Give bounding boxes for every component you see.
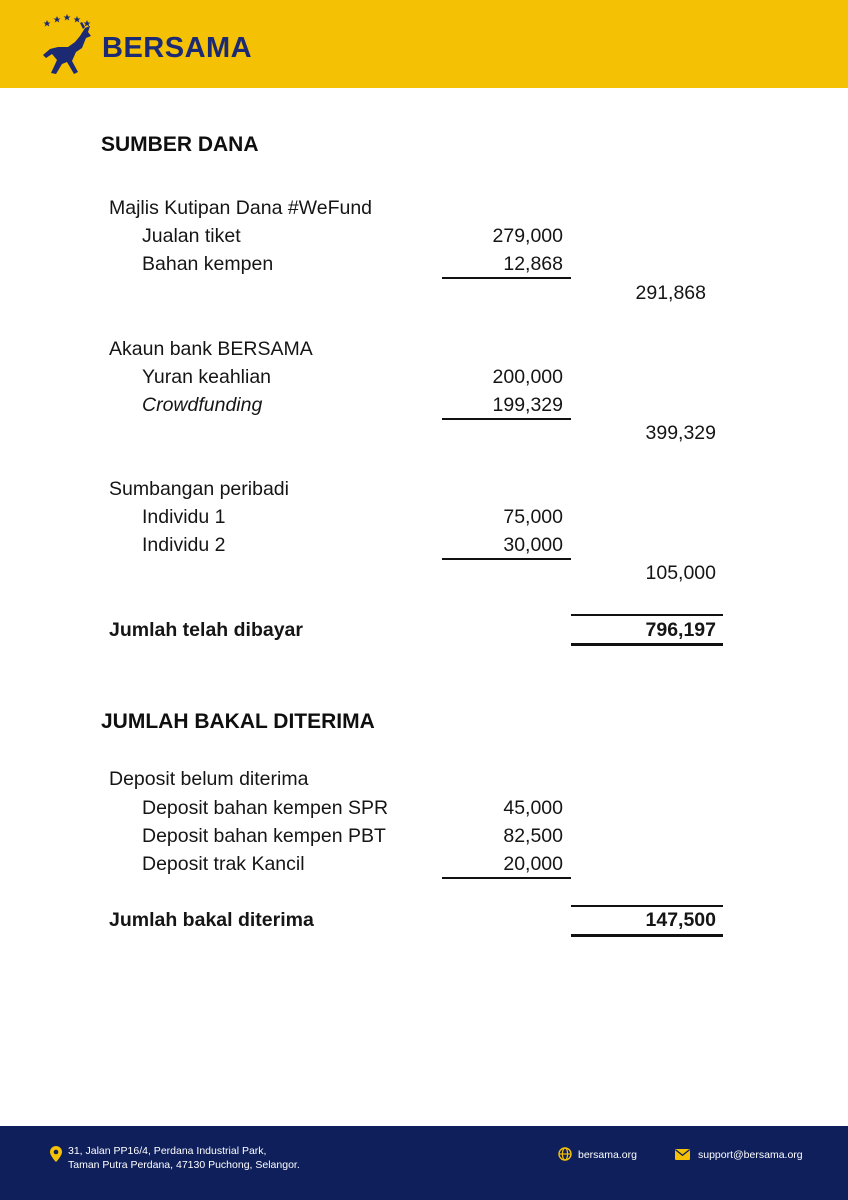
globe-icon [558, 1147, 572, 1161]
group-label: Majlis Kutipan Dana #WeFund [109, 197, 373, 219]
line-item-value: 200,000 [492, 366, 563, 388]
line-item-label: Jualan tiket [142, 225, 241, 247]
location-pin-icon [50, 1146, 62, 1162]
subtotal-rule [442, 558, 571, 560]
line-item-label: Deposit bahan kempen SPR [142, 797, 389, 819]
page-header [0, 0, 848, 88]
line-item-value: 199,329 [492, 394, 563, 416]
footer-address-line2: Taman Putra Perdana, 47130 Puchong, Selangor. [68, 1159, 300, 1171]
line-item-value: 82,500 [503, 825, 563, 847]
line-item-label: Yuran keahlian [142, 366, 272, 388]
line-item-value: 279,000 [492, 225, 563, 247]
line-item-label: Individu 2 [142, 534, 226, 556]
envelope-icon [675, 1149, 690, 1160]
page-footer [0, 1126, 848, 1200]
total-rule-top [571, 614, 723, 616]
line-item-value: 45,000 [503, 797, 563, 819]
section-title-sumber-dana: SUMBER DANA [101, 133, 259, 156]
subtotal-rule [442, 877, 571, 879]
line-item-value: 20,000 [503, 853, 563, 875]
brand-name: BERSAMA [102, 32, 253, 64]
total-paid-label: Jumlah telah dibayar [109, 619, 303, 641]
total-rule-bottom [571, 643, 723, 646]
subtotal-rule [442, 277, 571, 279]
line-item-label: Individu 1 [142, 506, 226, 528]
group-label: Akaun bank BERSAMA [109, 338, 313, 360]
line-item-value: 75,000 [503, 506, 563, 528]
section-title-bakal-diterima: JUMLAH BAKAL DITERIMA [101, 710, 375, 733]
group-label: Deposit belum diterima [109, 768, 309, 790]
footer-address-line1: 31, Jalan PP16/4, Perdana Industrial Park, [68, 1145, 267, 1157]
line-item-label: Bahan kempen [142, 253, 274, 275]
total-receivable-value: 147,500 [645, 909, 716, 931]
line-item-value: 30,000 [503, 534, 563, 556]
group-label: Sumbangan peribadi [109, 478, 289, 500]
group-subtotal: 291,868 [635, 282, 706, 304]
line-item-label: Crowdfunding [142, 394, 263, 416]
total-receivable-label: Jumlah bakal diterima [109, 909, 314, 931]
group-subtotal: 399,329 [645, 422, 716, 444]
leaping-deer-logo-icon [38, 14, 96, 76]
line-item-value: 12,868 [503, 253, 563, 275]
line-item-label: Deposit trak Kancil [142, 853, 305, 875]
group-subtotal: 105,000 [645, 562, 716, 584]
footer-email-link[interactable]: support@bersama.org [698, 1149, 803, 1161]
line-item-label: Deposit bahan kempen PBT [142, 825, 386, 847]
footer-website-link[interactable]: bersama.org [578, 1149, 637, 1161]
subtotal-rule [442, 418, 571, 420]
total-paid-value: 796,197 [645, 619, 716, 641]
total-rule-top [571, 905, 723, 907]
total-rule-bottom [571, 934, 723, 937]
